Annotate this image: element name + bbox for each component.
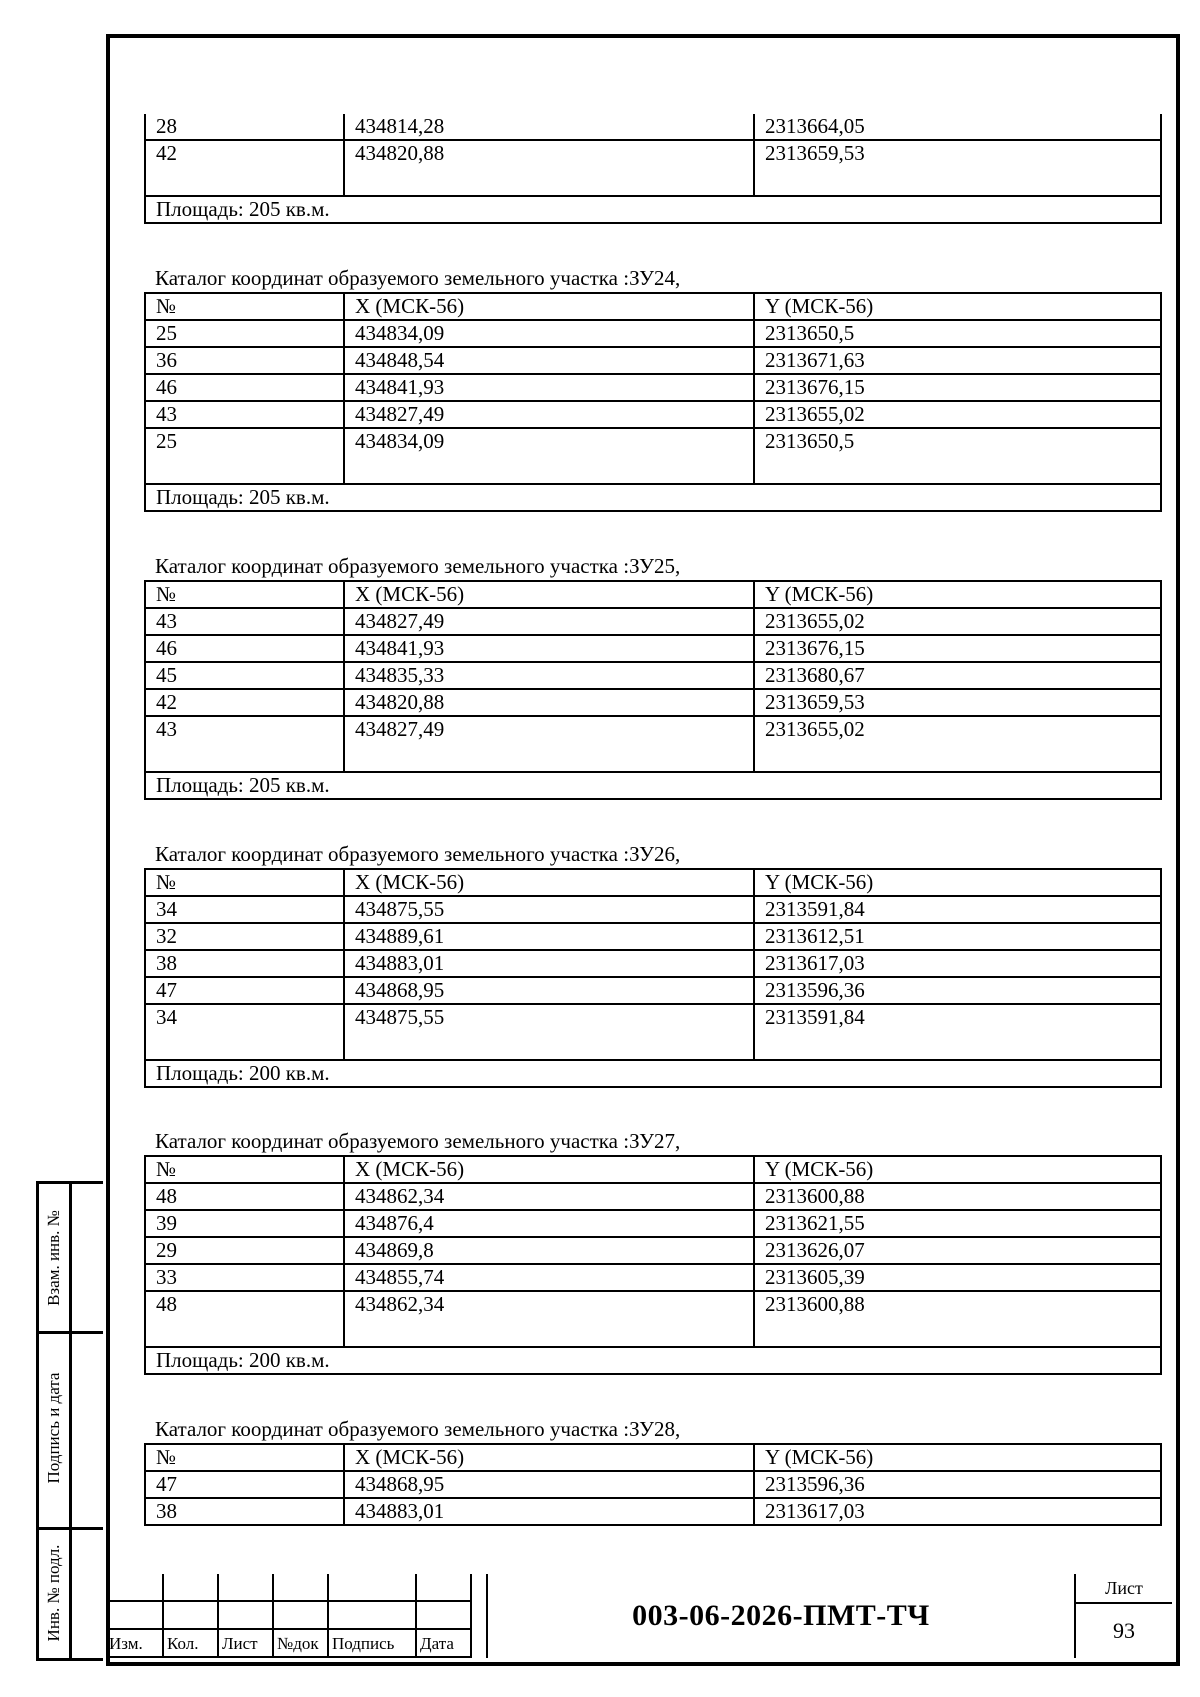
cell-y: 2313596,36 [754,977,1161,1004]
stamp-cell [219,1630,274,1658]
table-header-row [145,869,1161,896]
cell-x: 434875,55 [344,1004,754,1060]
table-row [145,662,1161,689]
table-row [145,1237,1161,1264]
cell-n: 28 [145,114,344,140]
table-header-row [145,581,1161,608]
cell-x: 434834,09 [344,428,754,484]
stamp-column-label: №док [277,1634,319,1653]
catalog-caption: Каталог координат образуемого земельного участка :ЗУ25, [155,554,681,578]
table-header-row [145,1156,1161,1183]
cell-y: 2313605,39 [754,1264,1161,1291]
side-stamp-vzam [36,1181,103,1334]
table-row [145,1210,1161,1237]
catalog-section [144,1416,1162,1526]
table-row [145,1291,1161,1347]
cell-x: 434868,95 [344,1471,754,1498]
cell-y: 2313676,15 [754,374,1161,401]
cell-y: 2313591,84 [754,896,1161,923]
top-fragment [144,114,1162,224]
cell-x: 434875,55 [344,896,754,923]
cell-n: 46 [145,635,344,662]
cell-y: 2313655,02 [754,401,1161,428]
area-cell: Площадь: 200 кв.м. [145,1060,1161,1087]
area-row [145,1347,1161,1374]
cell-x: 434827,49 [344,608,754,635]
stamp-cell [417,1602,472,1630]
cell-y: 2313650,5 [754,428,1161,484]
cell-n: 48 [145,1291,344,1347]
side-label-inv: Инв. № подл. [44,1544,63,1641]
header-cell-y: Y (МСК-56) [754,869,1161,896]
cell-n: 48 [145,1183,344,1210]
table-row [145,1498,1161,1525]
header-cell-y: Y (МСК-56) [754,581,1161,608]
table-row [145,1004,1161,1060]
stamp-cell [329,1602,417,1630]
cell-n: 42 [145,140,344,196]
sheet-number: 93 [1113,1618,1135,1643]
table-row [145,140,1161,196]
cell-x: 434868,95 [344,977,754,1004]
title-block [106,1574,1172,1658]
cell-y: 2313671,63 [754,347,1161,374]
cell-n: 32 [145,923,344,950]
cell-y: 2313600,88 [754,1291,1161,1347]
cell-x: 434820,88 [344,140,754,196]
catalog-section [144,841,1162,1088]
cell-n: 39 [145,1210,344,1237]
area-cell: Площадь: 200 кв.м. [145,1347,1161,1374]
table-row [145,896,1161,923]
cell-n: 25 [145,320,344,347]
cell-x: 434862,34 [344,1291,754,1347]
sheet-box [1076,1574,1172,1658]
header-cell-y: Y (МСК-56) [754,293,1161,320]
cell-n: 25 [145,428,344,484]
table-row [145,1183,1161,1210]
cell-x: 434835,33 [344,662,754,689]
coord-table [144,1155,1162,1375]
document-number: 003-06-2026-ПМТ-ТЧ [486,1574,1076,1658]
cell-y: 2313617,03 [754,1498,1161,1525]
cell-y: 2313612,51 [754,923,1161,950]
cell-x: 434820,88 [344,689,754,716]
stamp-cell [329,1574,417,1602]
cell-y: 2313655,02 [754,716,1161,772]
table-header-row [145,1444,1161,1471]
cell-y: 2313596,36 [754,1471,1161,1498]
stamp-column-label: Лист [222,1634,258,1653]
cell-y: 2313655,02 [754,608,1161,635]
cell-y: 2313680,67 [754,662,1161,689]
cell-n: 43 [145,608,344,635]
sheet-label: Лист [1076,1574,1172,1604]
catalog-caption: Каталог координат образуемого земельного участка :ЗУ27, [155,1129,681,1153]
area-row [145,1060,1161,1087]
table-row [145,428,1161,484]
cell-n: 36 [145,347,344,374]
cell-x: 434869,8 [344,1237,754,1264]
side-label-vzam: Взам. инв. № [44,1209,63,1306]
stamp-cell [219,1602,274,1630]
stamp-cell [164,1602,219,1630]
cell-y: 2313676,15 [754,635,1161,662]
stamp-cell [106,1602,164,1630]
table-row [145,1471,1161,1498]
cell-n: 43 [145,716,344,772]
stamp-cell [417,1574,472,1602]
area-row [145,484,1161,511]
stamp-cell [164,1574,219,1602]
catalog-section [144,1128,1162,1375]
table-row [145,608,1161,635]
stamp-cell [417,1630,472,1658]
table-row [145,689,1161,716]
side-stamp-podpis [36,1328,103,1530]
area-row [145,772,1161,799]
cell-x: 434889,61 [344,923,754,950]
cell-n: 38 [145,1498,344,1525]
cell-x: 434814,28 [344,114,754,140]
cell-x: 434841,93 [344,635,754,662]
area-cell: Площадь: 205 кв.м. [145,772,1161,799]
stamp-column-label: Кол. [167,1634,199,1653]
catalog-section [144,553,1162,800]
side-label-podpis: Подпись и дата [44,1372,63,1483]
table-row [145,977,1161,1004]
cell-n: 38 [145,950,344,977]
coord-table-fragment [144,114,1162,224]
stamp-cell [106,1574,164,1602]
cell-n: 34 [145,896,344,923]
table-row [145,114,1161,140]
cell-y: 2313600,88 [754,1183,1161,1210]
cell-n: 45 [145,662,344,689]
cell-x: 434827,49 [344,401,754,428]
area-cell: Площадь: 205 кв.м. [145,484,1161,511]
header-cell-n: № [145,1156,344,1183]
header-cell-x: X (МСК-56) [344,581,754,608]
coord-table [144,580,1162,800]
catalog-caption: Каталог координат образуемого земельного участка :ЗУ28, [155,1417,681,1441]
table-row [145,950,1161,977]
header-cell-y: Y (МСК-56) [754,1156,1161,1183]
table-row [145,320,1161,347]
cell-n: 47 [145,1471,344,1498]
stamp-column-label: Дата [420,1634,454,1653]
cell-y: 2313659,53 [754,689,1161,716]
table-row [145,401,1161,428]
stamp-cell [329,1630,417,1658]
side-stamp-inv [36,1527,103,1661]
catalog-section [144,265,1162,512]
cell-x: 434848,54 [344,347,754,374]
table-row [145,635,1161,662]
coord-table [144,868,1162,1088]
cell-x: 434827,49 [344,716,754,772]
header-cell-x: X (МСК-56) [344,1444,754,1471]
stamp-cell [274,1630,329,1658]
table-row [145,716,1161,772]
cell-n: 29 [145,1237,344,1264]
cell-x: 434834,09 [344,320,754,347]
table-row [145,347,1161,374]
cell-y: 2313617,03 [754,950,1161,977]
cell-n: 43 [145,401,344,428]
stamp-cell [274,1602,329,1630]
cell-y: 2313626,07 [754,1237,1161,1264]
stamp-cell [274,1574,329,1602]
coord-table [144,1443,1162,1526]
cell-n: 46 [145,374,344,401]
cell-y: 2313659,53 [754,140,1161,196]
catalog-caption: Каталог координат образуемого земельного участка :ЗУ26, [155,842,681,866]
cell-n: 34 [145,1004,344,1060]
cell-y: 2313621,55 [754,1210,1161,1237]
header-cell-n: № [145,293,344,320]
stamp-cell [106,1630,164,1658]
area-row [145,196,1161,223]
header-cell-n: № [145,581,344,608]
header-cell-n: № [145,869,344,896]
header-cell-x: X (МСК-56) [344,1156,754,1183]
cell-y: 2313591,84 [754,1004,1161,1060]
header-cell-n: № [145,1444,344,1471]
cell-x: 434841,93 [344,374,754,401]
cell-y: 2313664,05 [754,114,1161,140]
cell-y: 2313650,5 [754,320,1161,347]
cell-x: 434883,01 [344,950,754,977]
table-row [145,923,1161,950]
stamp-column-label: Подпись [332,1634,395,1653]
cell-x: 434883,01 [344,1498,754,1525]
cell-x: 434855,74 [344,1264,754,1291]
cell-x: 434876,4 [344,1210,754,1237]
stamp-column-label: Изм. [109,1634,143,1653]
header-cell-x: X (МСК-56) [344,869,754,896]
catalog-caption: Каталог координат образуемого земельного участка :ЗУ24, [155,266,681,290]
header-cell-y: Y (МСК-56) [754,1444,1161,1471]
cell-x: 434862,34 [344,1183,754,1210]
coord-table [144,292,1162,512]
cell-n: 33 [145,1264,344,1291]
stamp-cell [219,1574,274,1602]
stamp-cell [164,1630,219,1658]
area-cell: Площадь: 205 кв.м. [145,196,1161,223]
table-row [145,1264,1161,1291]
table-header-row [145,293,1161,320]
header-cell-x: X (МСК-56) [344,293,754,320]
table-row [145,374,1161,401]
cell-n: 47 [145,977,344,1004]
cell-n: 42 [145,689,344,716]
